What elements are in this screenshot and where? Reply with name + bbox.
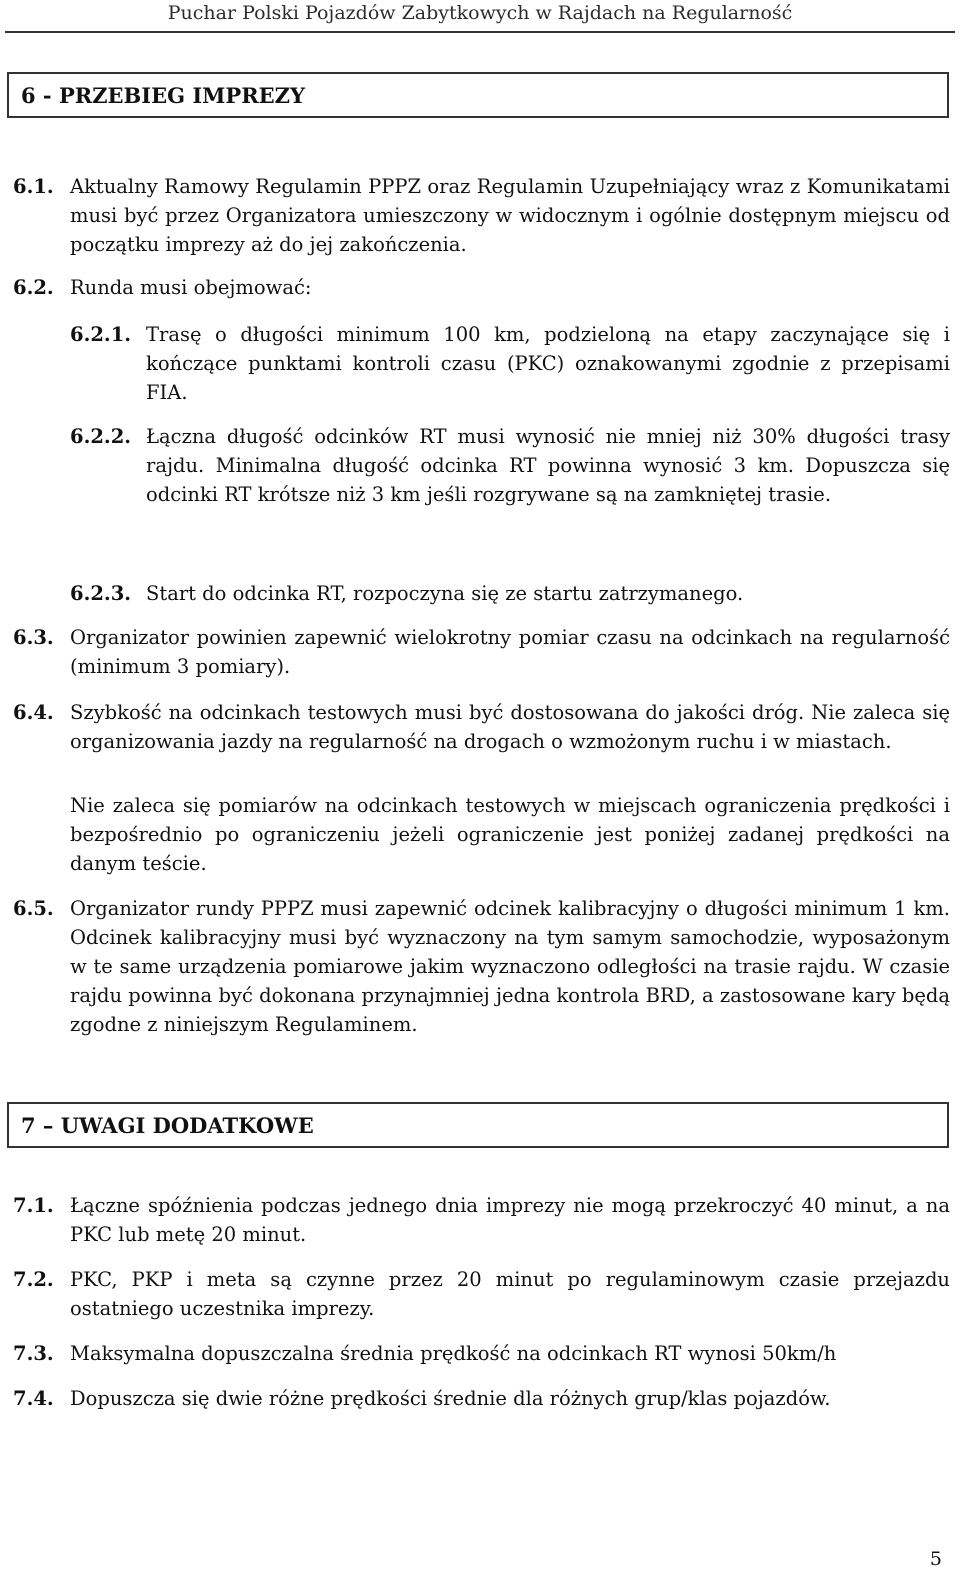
item-6-4-continuation: Nie zaleca się pomiarów na odcinkach testowych w miejscach ograniczenia prędkości i bezpośrednio po ograniczeniu jeżeli ograniczenie jest poniżej zadanej prędkości na danym teście. [70, 794, 950, 875]
item-text: Szybkość na odcinkach testowych musi być dostosowana do jakości dróg. Nie zaleca się organizowania jazdy na regularność na drogach o wzmożonym ruchu i w miastach. [70, 701, 950, 753]
item-7-1 [13, 1191, 950, 1249]
item-text: Dopuszcza się dwie różne prędkości średnie dla różnych grup/klas pojazdów. [70, 1387, 831, 1410]
item-6-4 [13, 698, 950, 756]
item-text: Start do odcinka RT, rozpoczyna się ze startu zatrzymanego. [146, 582, 744, 605]
running-header: Puchar Polski Pojazdów Zabytkowych w Rajdach na Regularność [167, 2, 793, 24]
section-7-title: 7 – UWAGI DODATKOWE [21, 1112, 314, 1138]
item-6-2-1 [70, 320, 950, 407]
item-number: 6.5. [13, 897, 54, 920]
item-6-5 [13, 894, 950, 1039]
item-number: 7.1. [13, 1194, 54, 1217]
item-text: Maksymalna dopuszczalna średnia prędkość na odcinkach RT wynosi 50km/h [70, 1342, 837, 1365]
item-text: Runda musi obejmować: [70, 276, 312, 299]
item-6-2-3 [70, 579, 950, 608]
item-6-1 [13, 172, 950, 259]
item-number: 7.3. [13, 1342, 54, 1365]
section-7-box [7, 1102, 949, 1148]
item-number: 6.3. [13, 626, 54, 649]
item-6-2-2 [70, 422, 950, 509]
section-6-title: 6 - PRZEBIEG IMPREZY [21, 82, 305, 108]
item-7-4 [13, 1384, 950, 1413]
item-text: Trasę o długości minimum 100 km, podzieloną na etapy zaczynające się i kończące punktami kontroli czasu (PKC) oznakowanymi zgodnie z przepisami FIA. [146, 323, 950, 404]
item-7-2 [13, 1265, 950, 1323]
section-6-box [7, 72, 949, 118]
item-number: 6.4. [13, 701, 54, 724]
item-6-2 [13, 273, 950, 302]
item-text: PKC, PKP i meta są czynne przez 20 minut po regulaminowym czasie przejazdu ostatniego uczestnika imprezy. [70, 1268, 950, 1320]
item-number: 6.2.3. [70, 582, 132, 605]
item-text: Organizator rundy PPPZ musi zapewnić odcinek kalibracyjny o długości minimum 1 km. Odcinek kalibracyjny musi być wyznaczony na tym samym samochodzie, wyposażonym w te same urządzenia pomiarowe jakim wyznaczono odległości na trasie rajdu. W czasie rajdu powinna być dokonana przynajmniej jedna kontrola BRD, a zastosowane kary będą zgodne z niniejszym Regulaminem. [70, 897, 950, 1036]
page-number: 5 [929, 1548, 942, 1570]
item-number: 6.1. [13, 175, 54, 198]
item-7-3 [13, 1339, 950, 1368]
item-text: Łączne spóźnienia podczas jednego dnia imprezy nie mogą przekroczyć 40 minut, a na PKC lub metę 20 minut. [70, 1194, 950, 1246]
item-text: Organizator powinien zapewnić wielokrotny pomiar czasu na odcinkach na regularność (minimum 3 pomiary). [70, 626, 950, 678]
item-number: 6.2. [13, 276, 54, 299]
item-text: Aktualny Ramowy Regulamin PPPZ oraz Regulamin Uzupełniający wraz z Komunikatami musi być przez Organizatora umieszczony w widocznym i ogólnie dostępnym miejscu od początku imprezy aż do jej zakończenia. [70, 175, 950, 256]
item-6-3 [13, 623, 950, 681]
item-number: 7.2. [13, 1268, 54, 1291]
item-text: Łączna długość odcinków RT musi wynosić nie mniej niż 30% długości trasy rajdu. Minimalna długość odcinka RT powinna wynosić 3 km. Dopuszcza się odcinki RT krótsze niż 3 km jeśli rozgrywane są na zamkniętej trasie. [146, 425, 950, 506]
item-number: 7.4. [13, 1387, 54, 1410]
item-number: 6.2.1. [70, 323, 132, 346]
header-rule [5, 31, 955, 33]
item-number: 6.2.2. [70, 425, 132, 448]
